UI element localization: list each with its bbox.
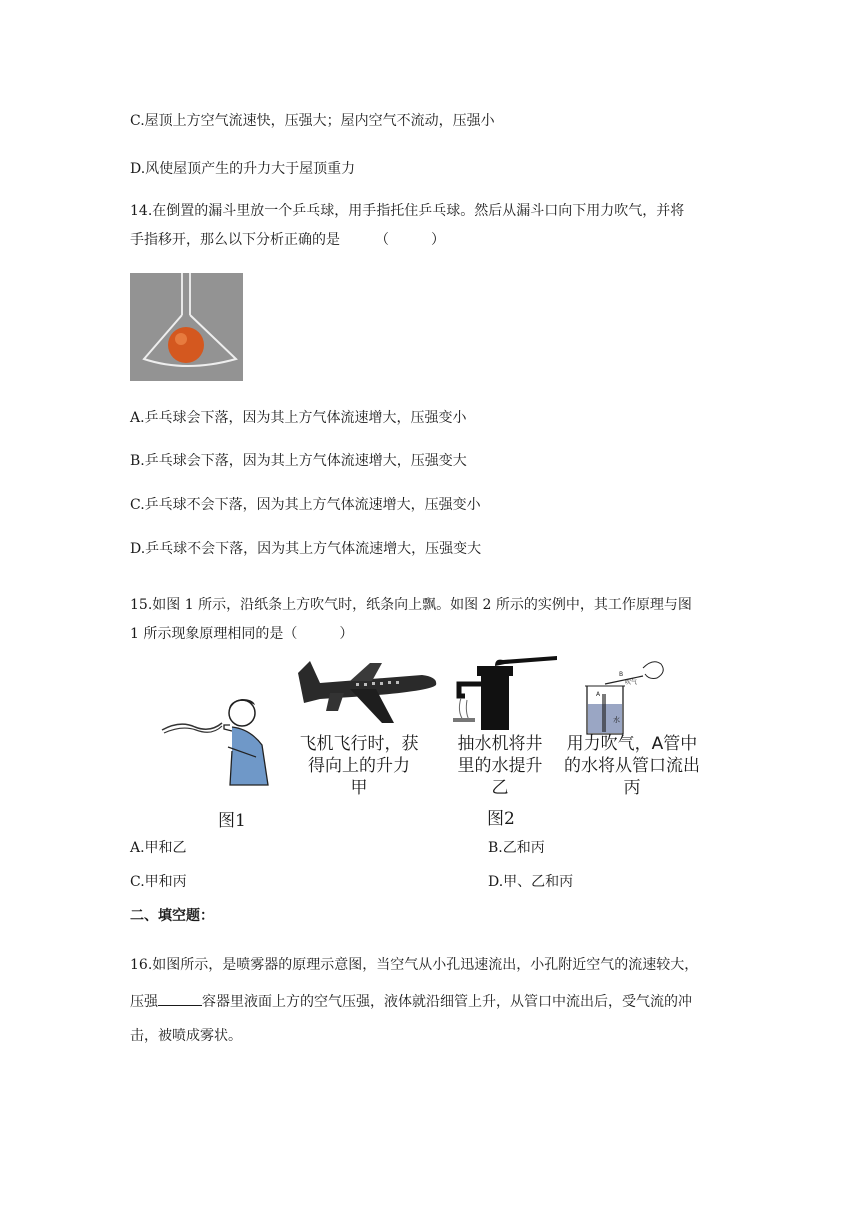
caption-yi-line2: 里的水提升 (457, 756, 543, 776)
q16-line1: 16.如图所示，是喷雾器的原理示意图，当空气从小孔迅速流出，小孔附近空气的流速较大， (130, 957, 699, 973)
caption-bing-line2: 的水将从管口流出 (564, 756, 700, 776)
caption-yi-line3: 乙 (491, 778, 509, 798)
funnel-ball-photo (130, 273, 243, 381)
caption-jia (290, 733, 428, 799)
q15-option-c: C.甲和丙 (130, 874, 187, 890)
q14-option-c: C.乒乓球不会下落，因为其上方气体流速增大，压强变小 (130, 497, 481, 513)
fig2-label: 图2 (487, 809, 515, 829)
boy-blowing-paper-figure (160, 695, 275, 790)
q13-option-d: D.风使屋顶产生的升力大于屋顶重力 (130, 161, 356, 177)
caption-bing-line1: 用力吹气，A管中 (566, 734, 698, 754)
fig1-label: 图1 (218, 811, 246, 831)
caption-jia-line1: 飞机飞行时，获 (299, 734, 419, 754)
airplane-figure (290, 653, 440, 725)
q14-stem-line2: 手指移开，那么以下分析正确的是 （ ） (130, 232, 445, 248)
caption-bing (558, 733, 706, 799)
inset-label-b: B (619, 671, 624, 678)
beaker-tube-figure (583, 654, 668, 736)
q16-line2 (130, 991, 692, 1012)
inset-label-a: A (596, 691, 601, 698)
q15-option-a: A.甲和乙 (130, 840, 187, 856)
q15-stem-line2: 1 所示现象原理相同的是（ ） (130, 626, 354, 642)
q15-stem-line1: 15.如图 1 所示，沿纸条上方吹气时，纸条向上飘。如图 2 所示的实例中，其工作原理与图 (130, 597, 692, 613)
section-heading-fill-in: 二、填空题： (130, 908, 214, 924)
q13-option-c: C.屋顶上方空气流速快，压强大；屋内空气不流动，压强小 (130, 113, 495, 129)
caption-jia-line2: 得向上的升力 (308, 756, 410, 776)
q14-option-a: A.乒乓球会下落，因为其上方气体流速增大，压强变小 (130, 410, 467, 426)
q14-stem-line1: 14.在倒置的漏斗里放一个乒乓球，用手指托住乒乓球。然后从漏斗口向下用力吹气，并将 (130, 203, 685, 219)
caption-bing-line3: 丙 (623, 778, 641, 798)
q14-option-d: D.乒乓球不会下落，因为其上方气体流速增大，压强变大 (130, 541, 482, 557)
q16-line3: 击，被喷成雾状。 (130, 1028, 242, 1044)
q16-line2-post: 容器里液面上方的空气压强，液体就沿细管上升，从管口中流出后，受气流的冲 (202, 994, 692, 1010)
water-pump-figure (453, 656, 561, 730)
inset-label-blow: 吹气 (625, 679, 638, 686)
q14-option-b: B.乒乓球会下落，因为其上方气体流速增大，压强变大 (130, 453, 467, 469)
q15-option-d: D.甲、乙和丙 (488, 874, 574, 890)
inset-label-water: 水 (613, 716, 620, 724)
caption-yi-line1: 抽水机将井 (457, 734, 543, 754)
q16-line2-pre: 压强 (130, 994, 158, 1010)
q15-option-b: B.乙和丙 (488, 840, 545, 856)
caption-yi (450, 733, 550, 799)
q16-answer-blank[interactable] (158, 991, 202, 1006)
caption-jia-line3: 甲 (350, 778, 368, 798)
